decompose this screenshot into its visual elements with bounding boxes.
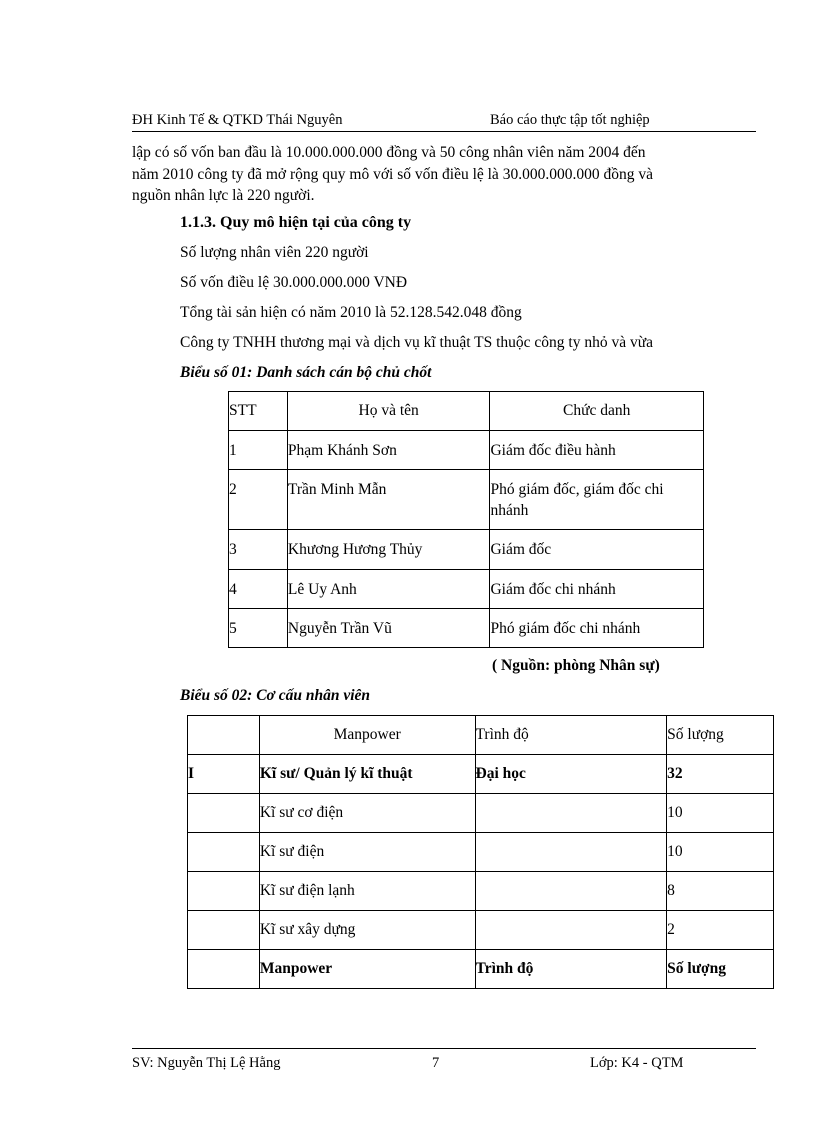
- column-header-position: Chức danh: [490, 392, 704, 431]
- column-header-manpower: Manpower: [259, 716, 475, 755]
- cell-position: Phó giám đốc chi nhánh: [490, 609, 704, 648]
- cell-name: Phạm Khánh Sơn: [287, 431, 490, 470]
- cell-level: [475, 794, 667, 833]
- cell-quantity: 10: [667, 794, 774, 833]
- footer-class: Lớp: K4 - QTM: [590, 1055, 684, 1071]
- cell-position: Giám đốc điều hành: [490, 431, 704, 470]
- header-divider: [132, 131, 756, 132]
- footer-student: SV: Nguyễn Thị Lệ Hằng: [132, 1055, 281, 1071]
- cell-level: [475, 911, 667, 950]
- table-row: [229, 570, 704, 609]
- cell-index: [188, 950, 260, 989]
- table-row: [188, 911, 774, 950]
- cell-position: Giám đốc chi nhánh: [490, 570, 704, 609]
- table-row: [188, 950, 774, 989]
- section-line-company-type: Công ty TNHH thương mại và dịch vụ kĩ thuật TS thuộc công ty nhỏ và vừa: [180, 334, 654, 351]
- header-report-title: Báo cáo thực tập tốt nghiệp: [490, 112, 650, 128]
- column-header-quantity: Số lượng: [667, 716, 774, 755]
- column-header-level: Trình độ: [475, 716, 667, 755]
- table1-caption: Biểu số 01: Danh sách cán bộ chủ chốt: [180, 364, 432, 381]
- staff-structure-table: [187, 715, 774, 989]
- table-row: [229, 609, 704, 648]
- table-row: [188, 872, 774, 911]
- intro-paragraph: [132, 142, 732, 207]
- page-number: 7: [432, 1055, 440, 1071]
- section-line-assets: Tổng tài sản hiện có năm 2010 là 52.128.542.048 đồng: [180, 304, 522, 321]
- table-row: [188, 833, 774, 872]
- cell-quantity: Số lượng: [667, 950, 774, 989]
- cell-level: Trình độ: [475, 950, 667, 989]
- cell-manpower: Kĩ sư cơ điện: [259, 794, 475, 833]
- cell-index: [188, 794, 260, 833]
- key-staff-table: [228, 391, 704, 648]
- cell-level: [475, 833, 667, 872]
- footer-divider: [132, 1048, 756, 1049]
- table2-caption: Biểu số 02: Cơ cấu nhân viên: [180, 687, 371, 704]
- table-row: [229, 530, 704, 570]
- cell-manpower: Kĩ sư điện: [259, 833, 475, 872]
- section-heading: 1.1.3. Quy mô hiện tại của công ty: [180, 214, 412, 231]
- cell-index: I: [188, 755, 260, 794]
- intro-line: lập có số vốn ban đầu là 10.000.000.000 đồng và 50 công nhân viên năm 2004 đến: [132, 144, 646, 161]
- column-header-name: Họ và tên: [287, 392, 490, 431]
- cell-manpower: Kĩ sư xây dựng: [259, 911, 475, 950]
- cell-quantity: 2: [667, 911, 774, 950]
- cell-manpower: Manpower: [259, 950, 475, 989]
- section-line-staff: Số lượng nhân viên 220 người: [180, 244, 369, 261]
- cell-level: Đại học: [475, 755, 667, 794]
- cell-index: [188, 911, 260, 950]
- header-university: ĐH Kinh Tế & QTKD Thái Nguyên: [132, 112, 343, 128]
- section-line-capital: Số vốn điều lệ 30.000.000.000 VNĐ: [180, 274, 408, 291]
- cell-name: Nguyễn Trần Vũ: [287, 609, 490, 648]
- column-header-index: [188, 716, 260, 755]
- table-row: [229, 431, 704, 470]
- cell-position: Phó giám đốc, giám đốc chi nhánh: [490, 470, 704, 530]
- cell-index: [188, 872, 260, 911]
- table-row: [229, 470, 704, 530]
- cell-manpower: Kĩ sư/ Quản lý kĩ thuật: [259, 755, 475, 794]
- cell-name: Trần Minh Mẫn: [287, 470, 490, 530]
- cell-stt: 2: [229, 470, 288, 530]
- table-row: [188, 794, 774, 833]
- table-header-row: [229, 392, 704, 431]
- cell-stt: 1: [229, 431, 288, 470]
- cell-stt: 5: [229, 609, 288, 648]
- table-row: [188, 755, 774, 794]
- cell-position: Giám đốc: [490, 530, 704, 570]
- cell-stt: 4: [229, 570, 288, 609]
- table1-source-note: ( Nguồn: phòng Nhân sự): [492, 657, 660, 674]
- cell-stt: 3: [229, 530, 288, 570]
- cell-name: Lê Uy Anh: [287, 570, 490, 609]
- intro-line: năm 2010 công ty đã mở rộng quy mô với số vốn điều lệ là 30.000.000.000 đồng và: [132, 165, 653, 183]
- cell-quantity: 32: [667, 755, 774, 794]
- intro-line: nguồn nhân lực là 220 người.: [132, 187, 315, 204]
- cell-name: Khương Hương Thủy: [287, 530, 490, 570]
- cell-quantity: 8: [667, 872, 774, 911]
- cell-quantity: 10: [667, 833, 774, 872]
- table-header-row: [188, 716, 774, 755]
- cell-manpower: Kĩ sư điện lạnh: [259, 872, 475, 911]
- column-header-stt: STT: [229, 392, 288, 431]
- cell-level: [475, 872, 667, 911]
- cell-index: [188, 833, 260, 872]
